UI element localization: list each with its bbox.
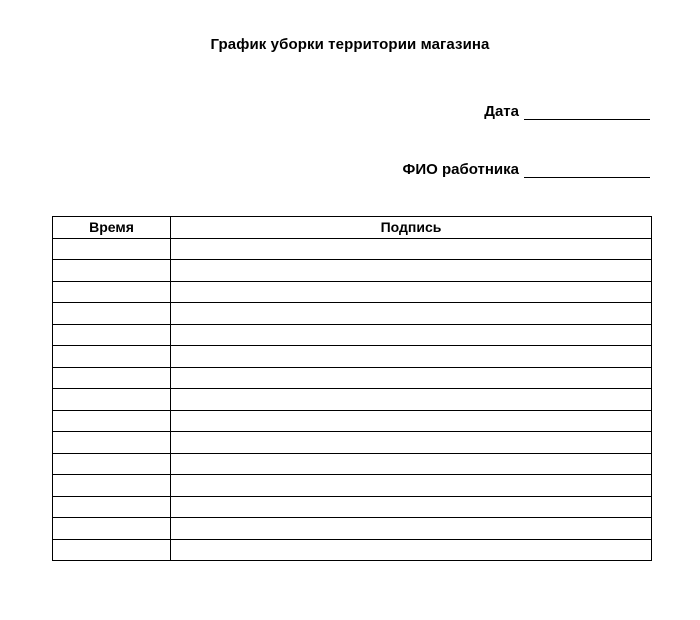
table-row xyxy=(53,260,652,282)
signature-cell xyxy=(171,410,652,432)
signature-cell xyxy=(171,453,652,475)
employee-name-field xyxy=(403,161,650,178)
employee-name-label: ФИО работника xyxy=(402,161,519,178)
time-cell xyxy=(53,324,171,346)
signature-cell xyxy=(171,496,652,518)
time-column-header: Время xyxy=(53,217,171,239)
signature-cell xyxy=(171,303,652,325)
table-row xyxy=(53,367,652,389)
table-row xyxy=(53,303,652,325)
table-row xyxy=(53,389,652,411)
table-row xyxy=(53,238,652,260)
signature-cell xyxy=(171,518,652,540)
table-body xyxy=(53,238,652,561)
table-row xyxy=(53,518,652,540)
time-cell xyxy=(53,260,171,282)
time-cell xyxy=(53,367,171,389)
signature-cell xyxy=(171,539,652,561)
time-cell xyxy=(53,410,171,432)
table-row xyxy=(53,281,652,303)
table-row xyxy=(53,410,652,432)
signature-cell xyxy=(171,432,652,454)
time-cell xyxy=(53,389,171,411)
time-cell xyxy=(53,346,171,368)
time-cell xyxy=(53,453,171,475)
signature-cell xyxy=(171,238,652,260)
signature-cell xyxy=(171,475,652,497)
signature-column-header: Подпись xyxy=(171,217,652,239)
signature-cell xyxy=(171,260,652,282)
table-row xyxy=(53,453,652,475)
signature-cell xyxy=(171,281,652,303)
table-row xyxy=(53,432,652,454)
time-cell xyxy=(53,281,171,303)
table-header-row xyxy=(53,217,652,239)
signature-cell xyxy=(171,346,652,368)
table-row xyxy=(53,475,652,497)
employee-name-blank-line xyxy=(524,161,650,178)
date-blank-line xyxy=(524,103,650,120)
time-cell xyxy=(53,475,171,497)
date-label: Дата xyxy=(484,103,519,120)
document-title: График уборки территории магазина xyxy=(210,36,490,53)
time-cell xyxy=(53,432,171,454)
table-row xyxy=(53,496,652,518)
time-cell xyxy=(53,518,171,540)
signature-cell xyxy=(171,367,652,389)
time-cell xyxy=(53,238,171,260)
time-cell xyxy=(53,303,171,325)
table-row xyxy=(53,346,652,368)
time-cell xyxy=(53,539,171,561)
table-row xyxy=(53,539,652,561)
table-row xyxy=(53,324,652,346)
cleaning-log-table xyxy=(52,216,652,561)
time-cell xyxy=(53,496,171,518)
signature-cell xyxy=(171,324,652,346)
signature-cell xyxy=(171,389,652,411)
date-field xyxy=(484,103,650,120)
